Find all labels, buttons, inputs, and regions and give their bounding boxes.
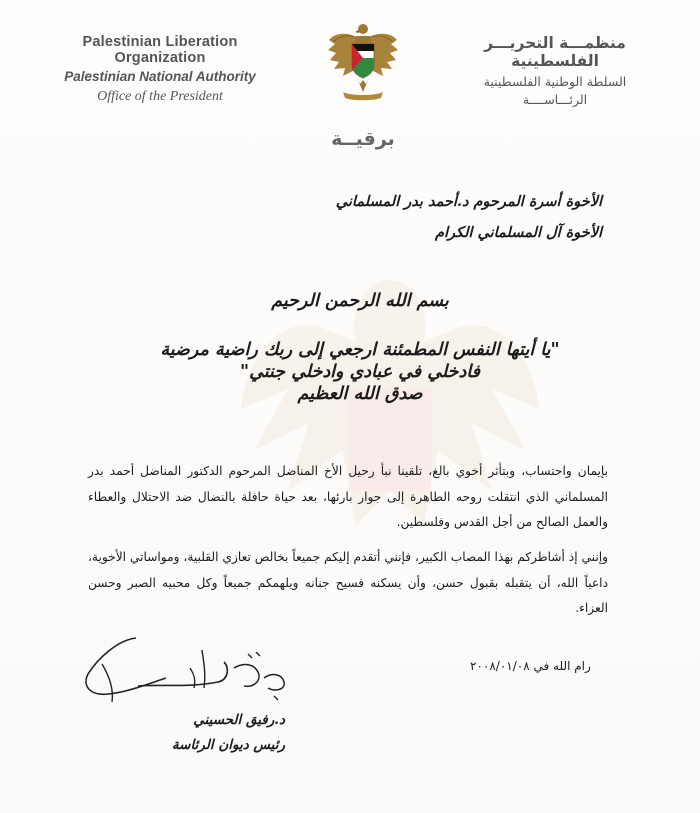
date-line: رام الله في ٢٠٠٨/٠١/٠٨ xyxy=(470,659,591,673)
letterhead-arabic xyxy=(440,34,670,107)
verse-line: "يا أيتها النفس المطمئنة ارجعي إلى ربك راضية مرضية xyxy=(160,340,560,360)
verse-closing: صدق الله العظيم xyxy=(297,384,423,404)
authority-name-en: Palestinian National Authority xyxy=(64,69,256,84)
signer-name: د.رفيق الحسيني xyxy=(193,712,285,728)
letterhead-english xyxy=(40,34,280,105)
addressee-line: الأخوة أسرة المرحوم د.أحمد بدر المسلماني xyxy=(335,193,602,210)
basmala: بسم الله الرحمن الرحيم xyxy=(271,291,449,311)
body-paragraph: وإنني إذ أشاطركم بهذا المصاب الكبير، فإنني أتقدم إليكم جميعاً بخالص تعازي القلبية، ومواساتي الأخوية، داعياً الله، أن يتقبله بقبول حسن، وأن يسكنه فسيح جنانه ويلهمكم جميعاً وكل محبيه الصبر وحسن العزاء. xyxy=(88,550,608,615)
addressee-line: الأخوة آل المسلماني الكرام xyxy=(434,224,602,241)
verse-line: فادخلي في عبادي وادخلي جنتي" xyxy=(240,362,480,382)
handwritten-signature xyxy=(78,618,308,718)
org-name-ar: منظمـــة التحريـــر الفلسطينية xyxy=(484,34,626,70)
office-name-en: Office of the President xyxy=(97,89,223,104)
authority-name-ar: السلطة الوطنية الفلسطينية xyxy=(483,74,627,89)
office-name-ar: الرئـــاســــة xyxy=(522,92,588,107)
org-name-en: Palestinian Liberation Organization xyxy=(82,34,238,66)
signer-title: رئيس ديوان الرئاسة xyxy=(171,737,285,753)
document-type: برقيــة xyxy=(331,128,395,150)
eagle-emblem-icon xyxy=(325,20,401,102)
body-paragraph: بإيمان واحتساب، وبتأثر أخوي بالغ، تلقينا نبأ رحيل الأخ المناضل المرحوم الدكتور المناضل أحمد بدر المسلماني الذي انتقلت روحه الطاهرة إلى جوار بارئها، بعد حياة حافلة بالنضال ضد الاحتلال والعطاء والعمل الصالح من أجل القدس وفلسطين. xyxy=(88,464,608,529)
